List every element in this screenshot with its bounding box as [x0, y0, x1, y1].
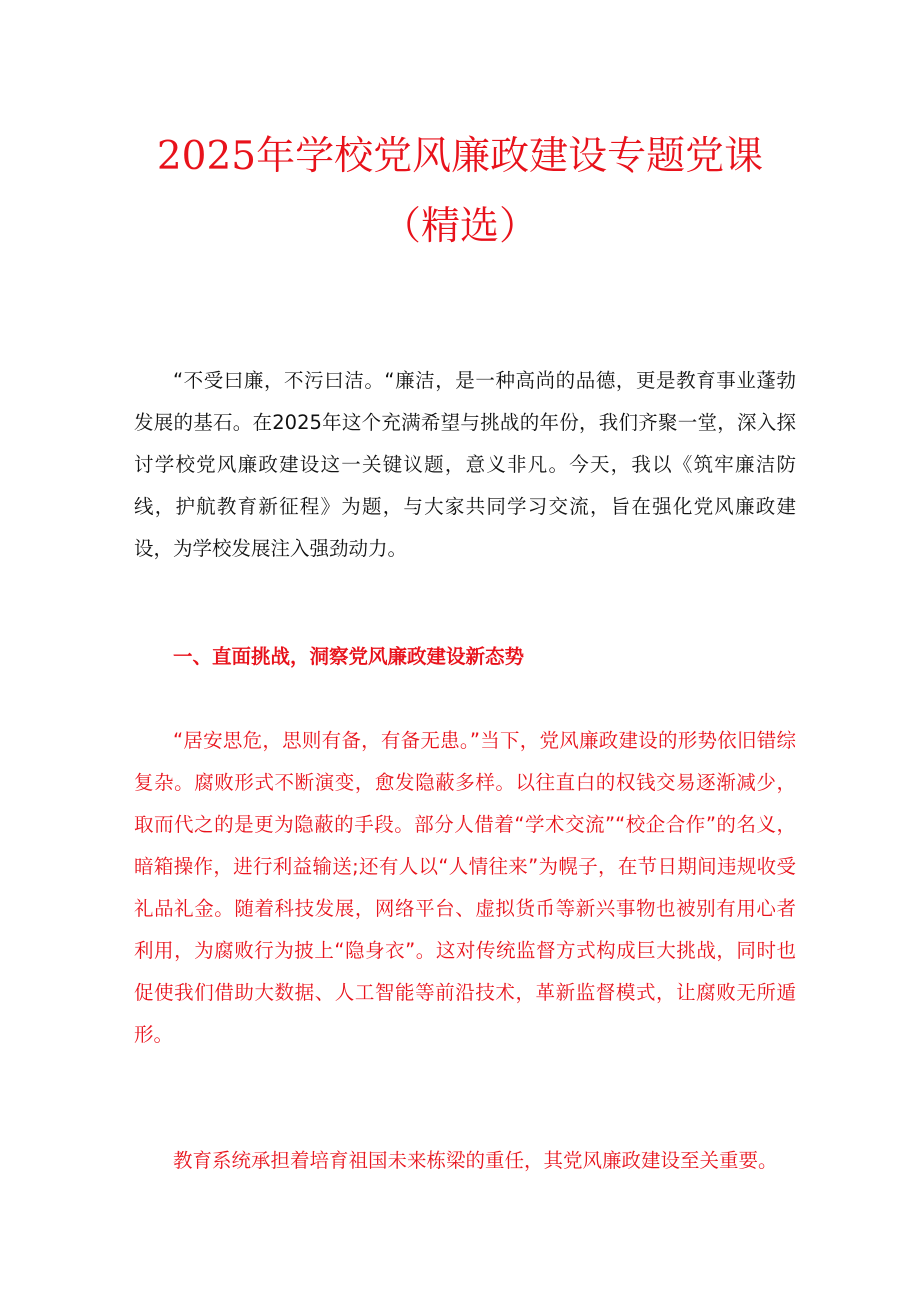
document-title-line-2: （精选）: [381, 204, 538, 249]
section-1-paragraph-1: “居安思危，思则有备，有备无患。”当下，党风廉政建设的形势依旧错综复杂。腐败形式不断演变，愈发隐蔽多样。以往直白的权钱交易逐渐减少，取而代之的是更为隐蔽的手段。部分人借着“学术交流”“校企合作”的名义，暗箱操作，进行利益输送;还有人以“人情往来”为幌子，在节日期间违规收受礼品礼金。随着科技发展，网络平台、虚拟货币等新兴事物也被别有用心者利用，为腐败行为披上“隐身衣”。这对传统监督方式构成巨大挑战，同时也促使我们借助大数据、人工智能等前沿技术，革新监督模式，让腐败无所遁形。: [134, 729, 796, 1046]
section-1-heading: 一、直面挑战，洞察党风廉政建设新态势: [173, 645, 525, 668]
intro-paragraph: “不受曰廉，不污曰洁。“廉洁，是一种高尚的品德，更是教育事业蓬勃发展的基石。在2025年这个充满希望与挑战的年份，我们齐聚一堂，深入探讨学校党风廉政建设这一关键议题，意义非凡。今天，我以《筑牢廉洁防线，护航教育新征程》为题，与大家共同学习交流，旨在强化党风廉政建设，为学校发展注入强劲动力。: [134, 369, 796, 560]
section-1-paragraph-2: 教育系统承担着培育祖国未来栋梁的重任，其党风廉政建设至关重要。: [173, 1149, 778, 1172]
document-title-line-1: 2025年学校党风廉政建设专题党课: [156, 134, 764, 179]
